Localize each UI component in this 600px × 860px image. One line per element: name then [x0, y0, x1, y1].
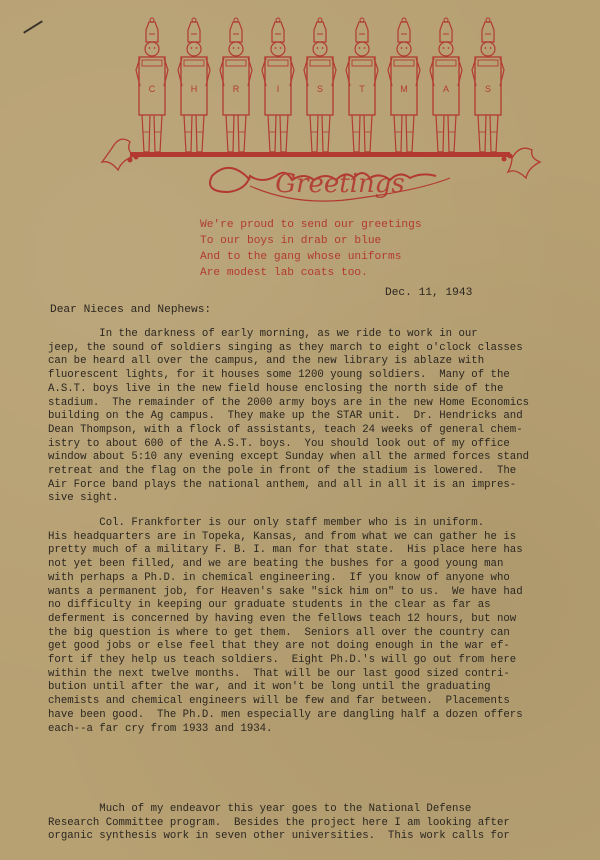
text-line: within the next twelve months. That will be our last good sized contri-	[48, 667, 510, 680]
stocking-letters	[149, 84, 491, 94]
stocking-letter: S	[484, 84, 492, 94]
salutation: Dear Nieces and Nephews:	[50, 304, 212, 316]
text-line: no difficulty in keeping our graduate students in the clear as far as	[48, 599, 491, 612]
text-line: have been good. The Ph.D. men especially are dangling half a dozen offers	[48, 708, 523, 721]
pencil-mark	[23, 20, 43, 33]
text-line: Air Force band plays the national anthem, and all in all it is an impres-	[48, 478, 517, 491]
text-line: building on the Ag campus. They make up the STAR unit. Dr. Hendricks and	[48, 410, 523, 423]
stocking-letter: S	[316, 84, 324, 94]
text-line: wants a permanent job, for Heaven's sake "sick him on" to us. We have had	[48, 585, 523, 598]
text-line: A.S.T. boys live in the new field house enclosing the north side of the	[48, 382, 504, 395]
text-line: retreat and the flag on the pole in front of the stadium is lowered. The	[48, 465, 517, 478]
paragraph-3	[48, 803, 563, 844]
poem-line: Are modest lab coats too.	[200, 267, 368, 279]
text-line: can be heard all over the campus, and the new library is ablaze with	[48, 355, 485, 368]
text-line: the big question is where to get them. Seniors all over the country can	[48, 626, 510, 639]
text-line: organic synthesis work in seven other universities. This work calls for	[48, 830, 510, 843]
text-line: sive sight.	[48, 492, 119, 505]
text-line: Col. Frankforter is our only staff member who is in uniform.	[48, 517, 485, 529]
stocking-letter: T	[359, 84, 365, 94]
text-line: window about 5:10 any evening except Sunday when all the armed forces stand	[48, 451, 530, 464]
text-line: get good jobs or else feel that they are not doing enough in the war ef-	[48, 640, 510, 653]
text-line: deferment is concerned by having even the fellows teach 12 hours, but now	[48, 612, 517, 625]
text-line: Research Committee program. Besides the project here I am looking after	[48, 816, 510, 829]
text-line: istry to about 600 of the A.S.T. boys. You should look out of my office	[48, 437, 510, 450]
text-line: chemists and chemical engineers will be few and far between. Placements	[48, 695, 510, 708]
stocking-letter: I	[276, 84, 280, 94]
text-line: fort if they help us teach soldiers. Eight Ph.D.'s will go out from here	[48, 654, 517, 667]
stocking-letter: A	[442, 84, 450, 94]
greeting-poem	[200, 217, 422, 281]
stocking-letter: R	[232, 84, 240, 94]
christmas-greetings-header	[100, 8, 560, 220]
paragraph-1	[48, 328, 563, 506]
text-line: His headquarters are in Topeka, Kansas, and from what we can gather he is	[48, 530, 517, 543]
text-line: In the darkness of early morning, as we ride to work in our	[48, 328, 478, 340]
paragraph-2	[48, 517, 563, 736]
text-line: with perhaps a Ph.D. in chemical engineering. If you know of anyone who	[48, 571, 510, 584]
text-line: stadium. The remainder of the 2000 army boys are in the new Home Economics	[48, 396, 530, 409]
poem-line: And to the gang whose uniforms	[200, 251, 402, 263]
stocking-letter: H	[190, 84, 198, 94]
letter-date: Dec. 11, 1943	[385, 287, 473, 299]
stocking-letter: M	[400, 84, 408, 94]
text-line: fluorescent lights, for it houses some 1200 young soldiers. Many of the	[48, 369, 510, 382]
text-line: pretty much of a military F. B. I. man for that state. His place here has	[48, 544, 523, 557]
text-line: jeep, the sound of soldiers singing as they march to eight o'clock classes	[48, 341, 523, 354]
holly-left-icon	[102, 139, 139, 170]
text-line: not yet been filled, and we are beating the bushes for a good young man	[48, 558, 504, 571]
poem-line: We're proud to send our greetings	[200, 219, 422, 231]
text-line: bution until after the war, and it won't be long until the graduating	[48, 681, 491, 694]
text-line: Dean Thompson, with a flock of assistants, teach 24 weeks of general chem-	[48, 423, 523, 436]
stocking-letter: C	[148, 84, 156, 94]
text-line: each--a far cry from 1933 and 1934.	[48, 722, 273, 735]
greetings-script-text: Greetings	[275, 169, 405, 199]
poem-line: To our boys in drab or blue	[200, 235, 382, 247]
soldier-base-bar	[130, 152, 510, 157]
text-line: Much of my endeavor this year goes to the National Defense	[48, 803, 472, 815]
